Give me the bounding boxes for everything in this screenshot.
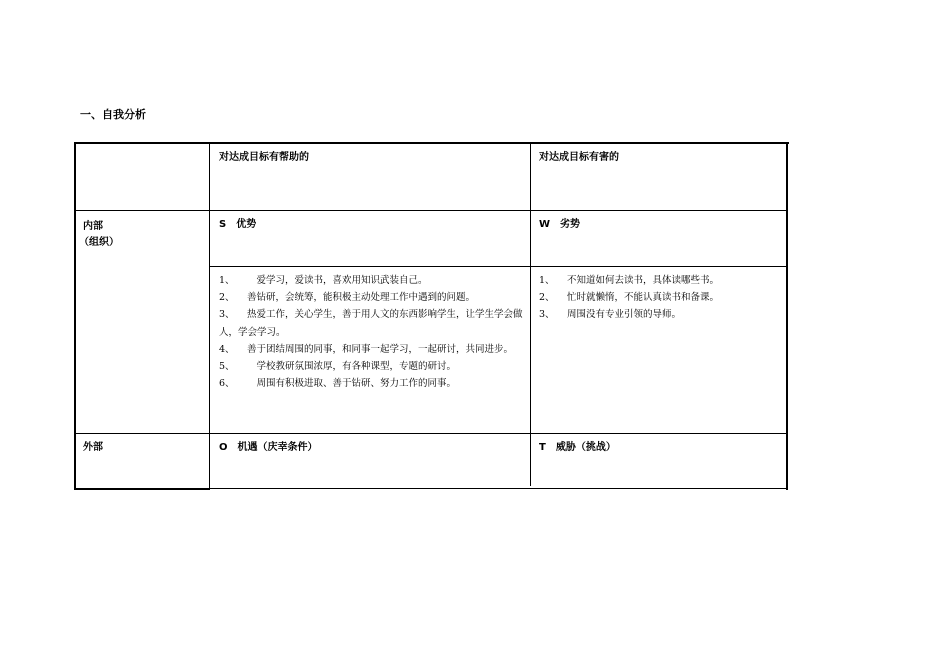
row-divider-header xyxy=(75,210,787,211)
weaknesses-label: W 劣势 xyxy=(539,219,581,230)
list-item: 3、 周围没有专业引领的导师。 xyxy=(539,309,682,321)
list-item: 5、 学校教研氛围浓厚，有各种课型，专题的研讨。 xyxy=(219,361,457,373)
opportunities-label: O 机遇（庆幸条件） xyxy=(219,442,318,453)
list-item: 1、 不知道如何去读书，具体读哪些书。 xyxy=(539,275,720,286)
strengths-label: S 优势 xyxy=(219,219,257,230)
threats-label: T 威胁（挑战） xyxy=(539,442,616,453)
table-border-right xyxy=(786,142,788,490)
list-item: 2、 善钻研，会统筹，能积极主动处理工作中遇到的问题。 xyxy=(219,292,476,304)
weaknesses-list xyxy=(539,272,783,324)
list-item: 3、 热爱工作，关心学生，善于用人文的东西影响学生，让学生学会做人，学会学习。 xyxy=(219,309,523,338)
row-label-external: 外部 xyxy=(83,442,103,453)
list-item: 4、 善于团结周围的同事，和同事一起学习，一起研讨，共同进步。 xyxy=(219,343,514,355)
table-border-left xyxy=(74,142,76,490)
row-divider-internal xyxy=(75,433,787,434)
list-item: 2、 忙时就懒惰，不能认真读书和备课。 xyxy=(539,292,720,304)
row-label-internal-sub: （组织） xyxy=(79,237,119,248)
table-border-bottom-left xyxy=(74,488,210,490)
strengths-list xyxy=(219,272,525,392)
row-label-internal xyxy=(79,219,119,251)
column-divider-2 xyxy=(530,143,531,486)
row-divider-sw-label xyxy=(209,266,787,267)
row-label-internal-text: 内部 xyxy=(83,221,103,232)
column-divider-1 xyxy=(209,143,210,490)
header-helpful: 对达成目标有帮助的 xyxy=(219,152,309,163)
table-border-top xyxy=(74,142,789,144)
section-heading: 一、自我分析 xyxy=(80,108,146,121)
header-harmful: 对达成目标有害的 xyxy=(539,152,619,163)
list-item: 6、 周围有积极进取、善于钻研、努力工作的同事。 xyxy=(219,378,457,390)
list-item: 1、 爱学习，爱读书，喜欢用知识武装自己。 xyxy=(219,275,428,286)
